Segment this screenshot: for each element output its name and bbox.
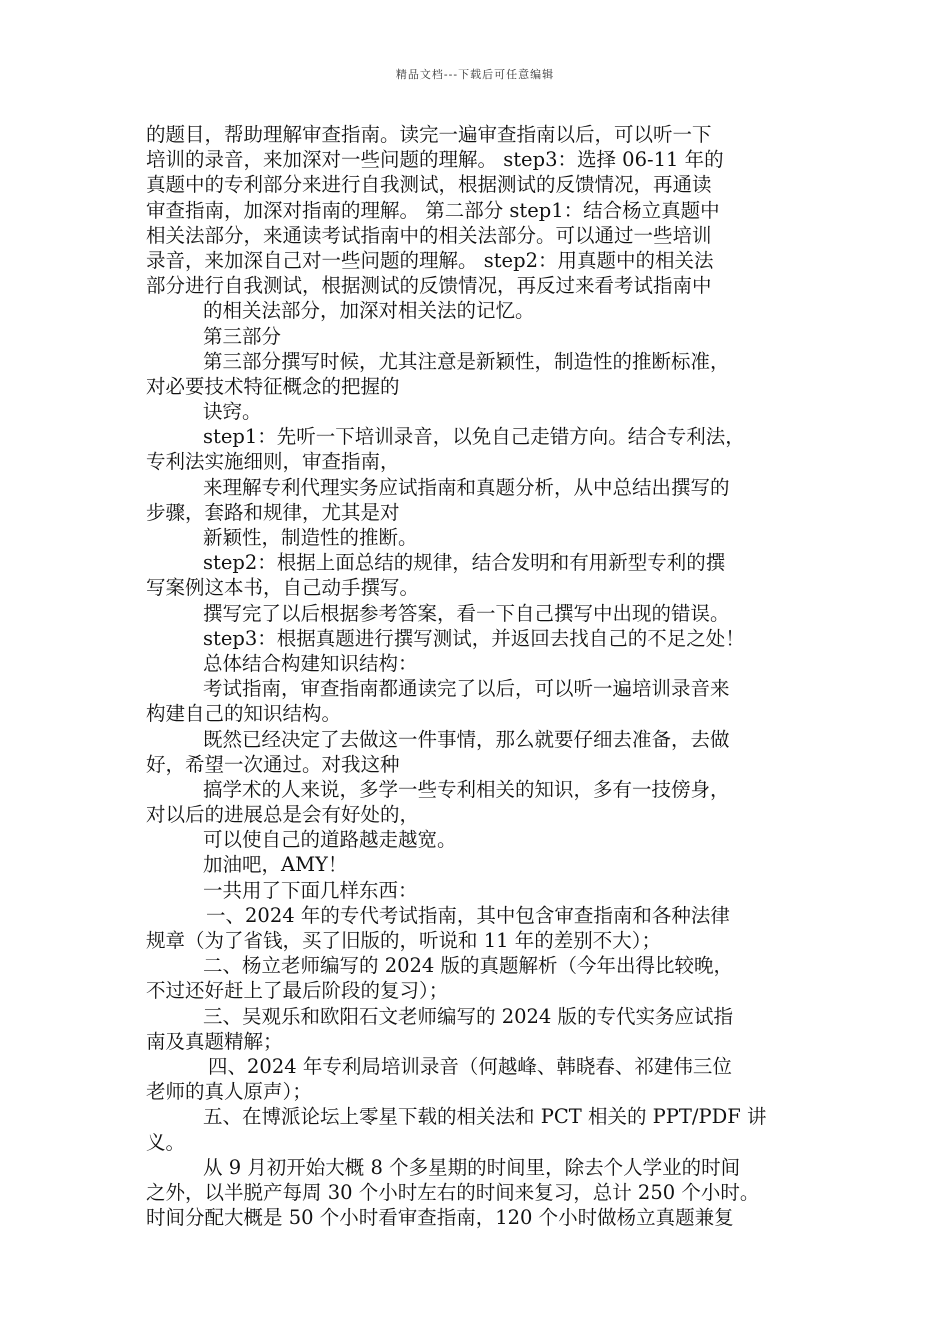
paragraph-line: 加油吧，AMY！ bbox=[203, 853, 348, 877]
paragraph-line: 撰写完了以后根据参考答案，看一下自己撰写中出现的错误。 bbox=[203, 601, 730, 625]
paragraph-line: 专利法实施细则，审查指南， bbox=[146, 450, 400, 474]
paragraph-line: 二、杨立老师编写的 2024 版的真题解析（今年出得比较晚， bbox=[203, 954, 734, 978]
page-header: 精品文档---下载后可任意编辑 bbox=[395, 68, 555, 81]
paragraph-line: 部分进行自我测试，根据测试的反馈情况，再反过来看考试指南中 bbox=[146, 274, 712, 298]
paragraph-line: 义。 bbox=[146, 1130, 186, 1154]
paragraph-line: 一共用了下面几样东西： bbox=[203, 878, 418, 902]
paragraph-line: 诀窍。 bbox=[203, 400, 262, 424]
paragraph-line: 从 9 月初开始大概 8 个多星期的时间里，除去个人学业的时间 bbox=[203, 1155, 741, 1179]
paragraph-line: 一、2024 年的专代考试指南，其中包含审查指南和各种法律 bbox=[206, 903, 730, 927]
paragraph-line: 审查指南，加深对指南的理解。 第二部分 step1：结合杨立真题中 bbox=[146, 198, 720, 222]
paragraph-line: 四、2024 年专利局培训录音（何越峰、韩晓春、祁建伟三位 bbox=[208, 1054, 732, 1078]
paragraph-line: step1：先听一下培训录音，以免自己走错方向。结合专利法， bbox=[203, 425, 745, 449]
paragraph-line: 南及真题精解； bbox=[146, 1029, 283, 1053]
paragraph-line: 的题目，帮助理解审查指南。读完一遍审查指南以后，可以听一下 bbox=[146, 123, 712, 146]
paragraph-line: 对以后的进展总是会有好处的， bbox=[146, 803, 420, 827]
paragraph-line: 步骤，套路和规律，尤其是对 bbox=[146, 500, 400, 524]
paragraph-line: 不过还好赶上了最后阶段的复习）； bbox=[146, 979, 449, 1003]
paragraph-line: 对必要技术特征概念的把握的 bbox=[146, 374, 400, 398]
paragraph-line: 五、在博派论坛上零星下载的相关法和 PCT 相关的 PPT/PDF 讲 bbox=[203, 1105, 767, 1129]
paragraph-line: 写案例这本书，自己动手撰写。 bbox=[146, 576, 420, 600]
paragraph-line: 考试指南，审查指南都通读完了以后，可以听一遍培训录音来 bbox=[203, 677, 730, 701]
paragraph-line: 时间分配大概是 50 个小时看审查指南，120 个小时做杨立真题兼复 bbox=[146, 1206, 734, 1230]
paragraph-line: 老师的真人原声）； bbox=[146, 1080, 312, 1104]
paragraph-line: 培训的录音，来加深对一些问题的理解。 step3：选择 06-11 年的 bbox=[146, 148, 724, 172]
paragraph-line: 相关法部分，来通读考试指南中的相关法部分。可以通过一些培训 bbox=[146, 223, 712, 247]
paragraph-line: 第三部分撰写时候，尤其注意是新颖性，制造性的推断标准， bbox=[203, 349, 730, 373]
paragraph-line: 既然已经决定了去做这一件事情，那么就要仔细去准备，去做 bbox=[203, 727, 730, 751]
paragraph-line: 可以使自己的道路越走越宽。 bbox=[203, 828, 457, 852]
paragraph-line: 录音，来加深自己对一些问题的理解。 step2：用真题中的相关法 bbox=[146, 248, 714, 272]
paragraph-line: 来理解专利代理实务应试指南和真题分析，从中总结出撰写的 bbox=[203, 475, 730, 499]
paragraph-line: step3：根据真题进行撰写测试，并返回去找自己的不足之处！ bbox=[203, 626, 745, 650]
paragraph-line: 三、吴观乐和欧阳石文老师编写的 2024 版的专代实务应试指 bbox=[203, 1004, 734, 1028]
paragraph-line: 总体结合构建知识结构： bbox=[203, 651, 418, 675]
paragraph-line: 好，希望一次通过。对我这种 bbox=[146, 752, 400, 776]
paragraph-line: 构建自己的知识结构。 bbox=[146, 702, 342, 726]
paragraph-line: 真题中的专利部分来进行自我测试，根据测试的反馈情况，再通读 bbox=[146, 173, 712, 197]
paragraph-line: 的相关法部分，加深对相关法的记忆。 bbox=[203, 299, 535, 323]
paragraph-line: 搞学术的人来说，多学一些专利相关的知识，多有一技傍身， bbox=[203, 777, 730, 801]
paragraph-line: 之外，以半脱产每周 30 个小时左右的时间来复习，总计 250 个小时。 bbox=[146, 1180, 760, 1204]
document-body bbox=[146, 122, 812, 1230]
paragraph-line: 新颖性，制造性的推断。 bbox=[203, 526, 418, 549]
paragraph-line: 第三部分 bbox=[203, 324, 282, 348]
paragraph-line: 规章（为了省钱，买了旧版的，听说和 11 年的差别不大）； bbox=[146, 929, 661, 952]
paragraph-line: step2：根据上面总结的规律，结合发明和有用新型专利的撰 bbox=[203, 551, 726, 575]
